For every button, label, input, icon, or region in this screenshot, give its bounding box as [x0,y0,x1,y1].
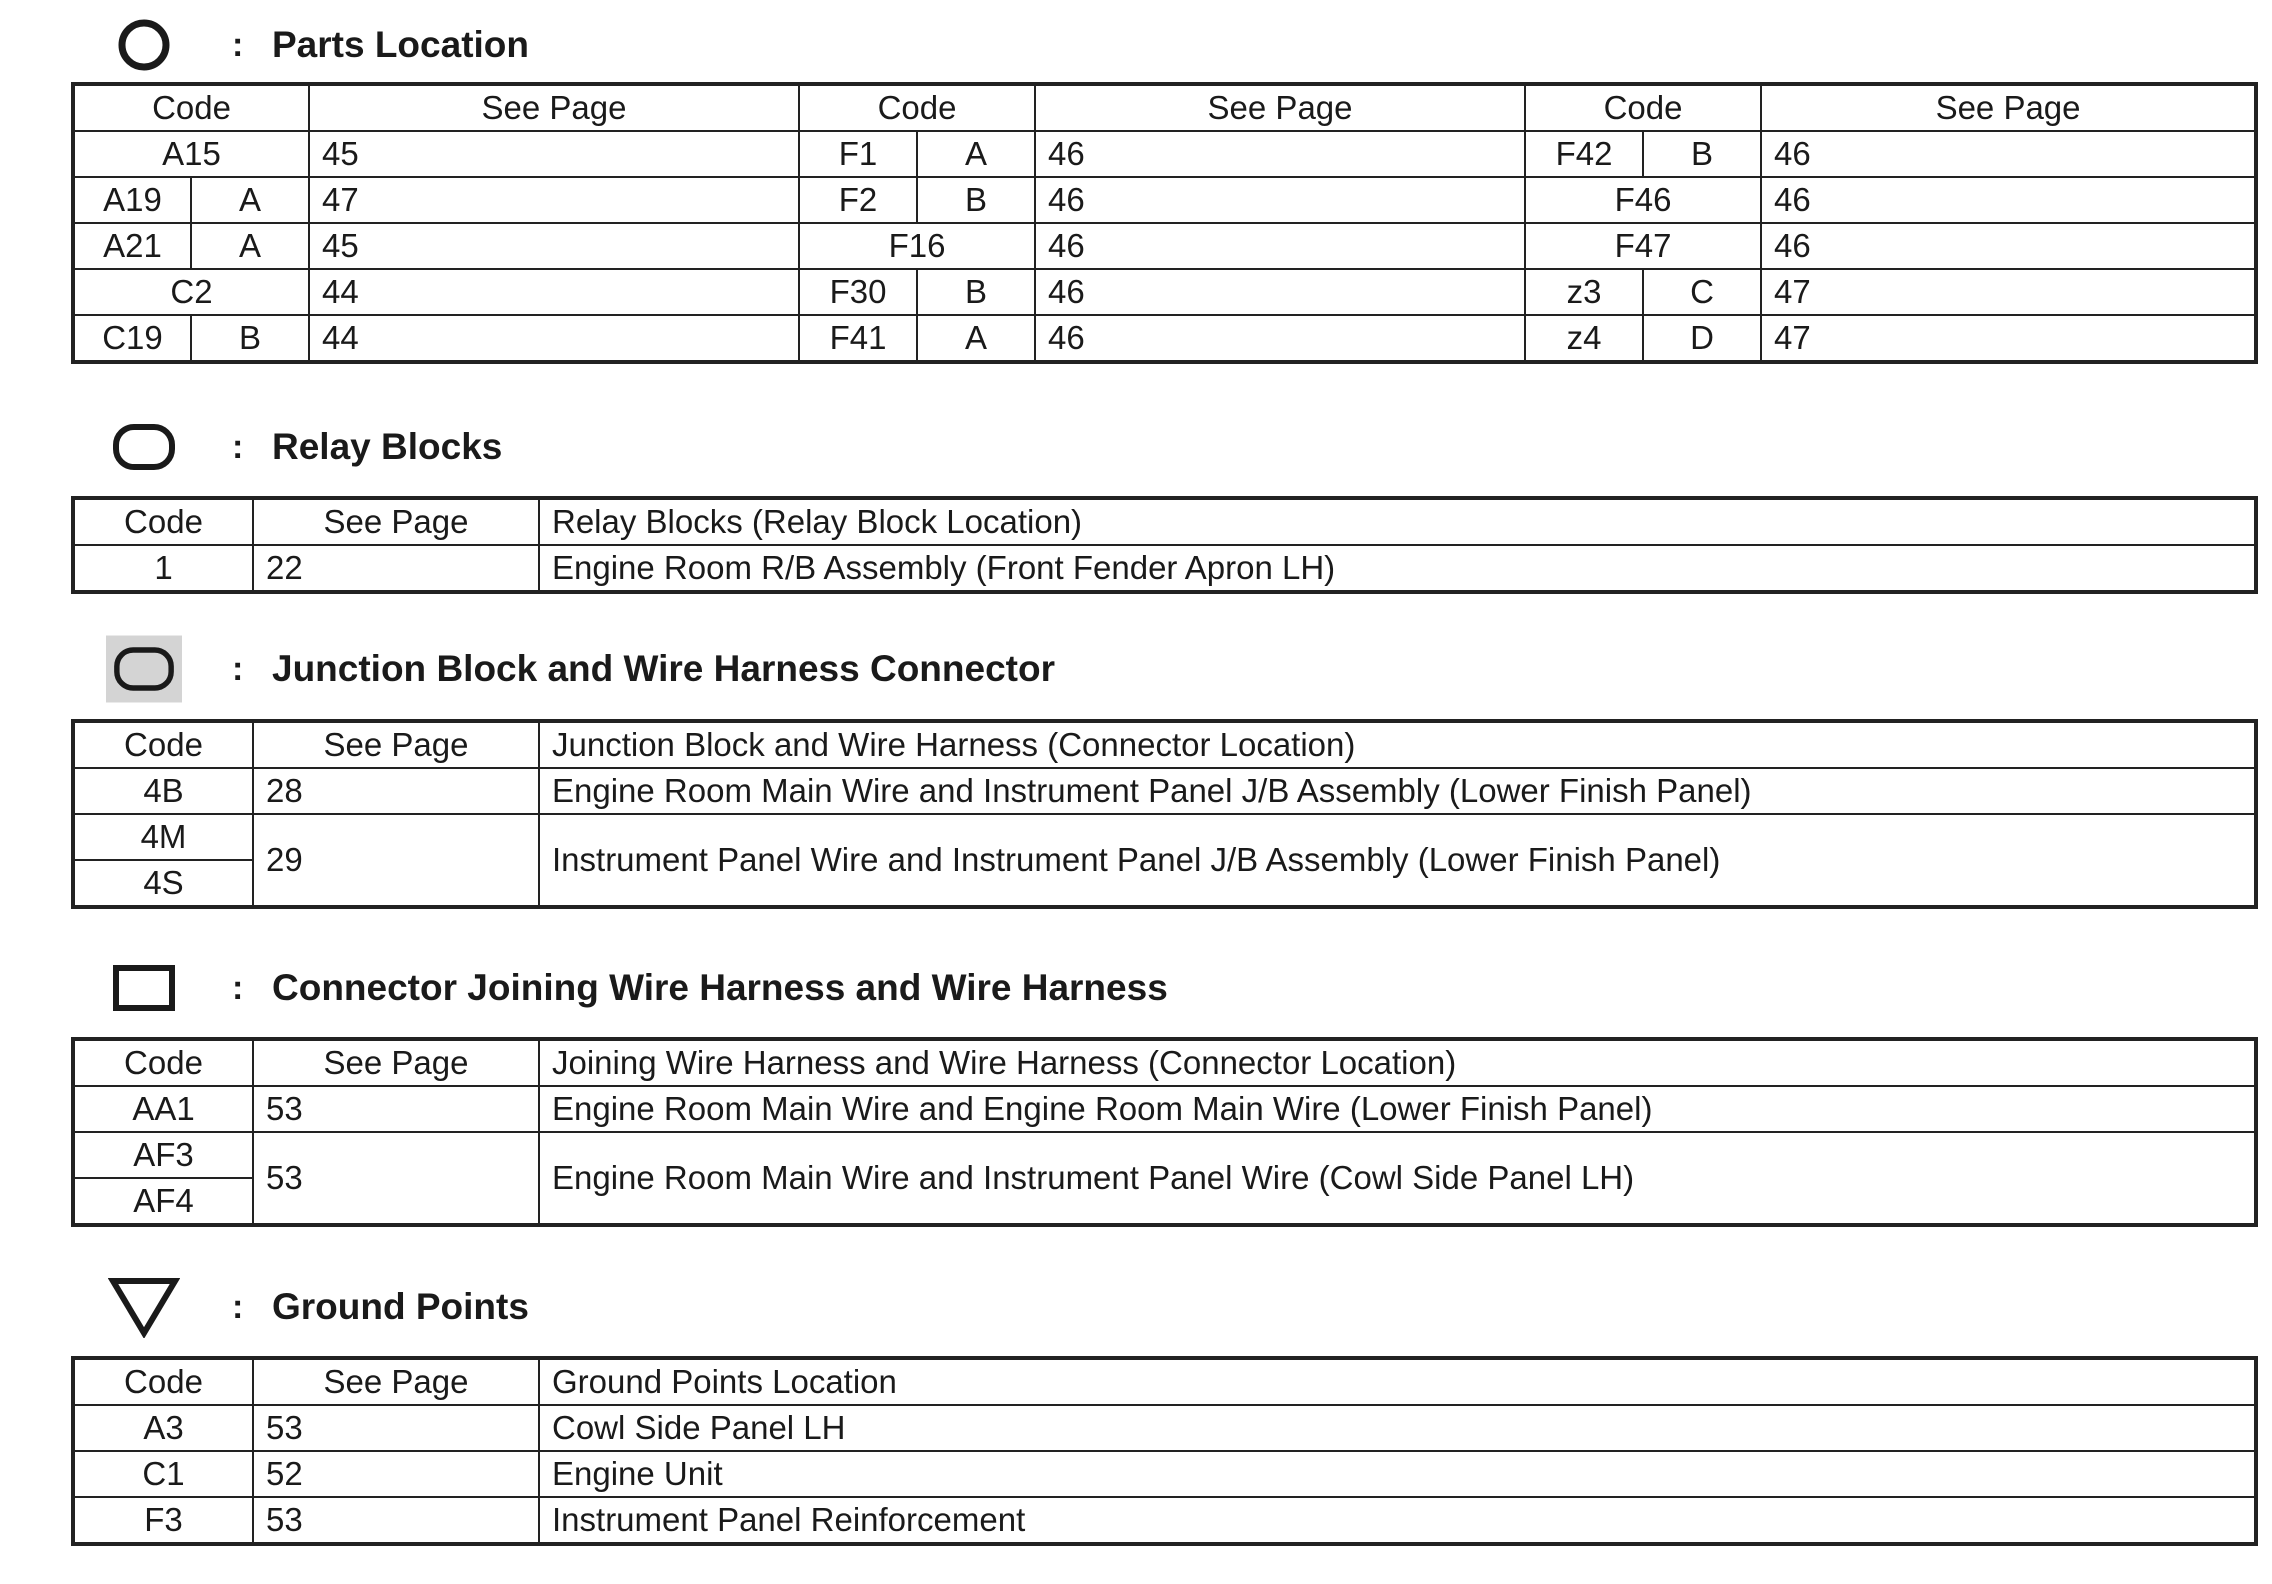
header-description: Relay Blocks (Relay Block Location) [539,498,2256,545]
page-cell: 53 [253,1086,539,1132]
junction-block-table [71,719,2258,909]
colon: : [232,25,244,64]
header-code: Code [73,1358,253,1405]
page-cell: 46 [1035,223,1525,269]
colon: : [232,1287,244,1326]
code-cell: F3 [73,1497,253,1544]
rectangle-icon [106,953,182,1023]
relay-blocks-table [71,496,2258,594]
code-cell: C2 [73,269,309,315]
connector-table [71,1037,2258,1227]
description-cell: Engine Room R/B Assembly (Front Fender Apron LH) [539,545,2256,592]
sub-code-cell: A [191,223,309,269]
table-row [73,269,2256,315]
description-cell: Engine Unit [539,1451,2256,1497]
table-row [73,1132,2256,1178]
header-description: Joining Wire Harness and Wire Harness (Connector Location) [539,1039,2256,1086]
code-cell: AF3 [73,1132,253,1178]
code-cell: F2 [799,177,917,223]
code-cell: z4 [1525,315,1643,362]
shaded-rounded-rectangle-icon [106,634,182,704]
sub-code-cell: B [917,269,1035,315]
page-cell: 52 [253,1451,539,1497]
page-cell: 53 [253,1405,539,1451]
header-see-page: See Page [253,498,539,545]
header-see-page: See Page [253,1358,539,1405]
page-cell: 45 [309,131,799,177]
header-see-page: See Page [253,1039,539,1086]
table-row [73,315,2256,362]
page-cell: 44 [309,269,799,315]
header-code: Code [73,84,309,131]
page-cell: 53 [253,1497,539,1544]
table-row [73,223,2256,269]
header-see-page: See Page [309,84,799,131]
header-code: Code [1525,84,1761,131]
page-cell: 47 [1761,315,2256,362]
header-description: Junction Block and Wire Harness (Connector Location) [539,721,2256,768]
header-code: Code [799,84,1035,131]
relay-blocks-heading [106,412,502,482]
page-cell: 46 [1035,131,1525,177]
table-row [73,814,2256,860]
colon: : [232,649,244,688]
table-row [73,131,2256,177]
table-row [73,1086,2256,1132]
rounded-rectangle-icon [106,412,182,482]
table-header-row [73,1358,2256,1405]
code-cell: 1 [73,545,253,592]
sub-code-cell: B [191,315,309,362]
section-title: Ground Points [272,1286,529,1327]
table-header-row [73,498,2256,545]
header-see-page: See Page [253,721,539,768]
section-title: Relay Blocks [272,426,503,467]
page-cell: 47 [1761,269,2256,315]
table-header-row [73,84,2256,131]
sub-code-cell: B [1643,131,1761,177]
code-cell: A3 [73,1405,253,1451]
code-cell: A15 [73,131,309,177]
code-cell: 4B [73,768,253,814]
code-cell: z3 [1525,269,1643,315]
code-cell: AA1 [73,1086,253,1132]
description-cell: Engine Room Main Wire and Instrument Panel Wire (Cowl Side Panel LH) [539,1132,2256,1225]
sub-code-cell: B [917,177,1035,223]
table-row [73,1405,2256,1451]
connector-heading [106,953,1168,1023]
code-cell: AF4 [73,1178,253,1225]
circle-icon [106,10,182,80]
section-title: Connector Joining Wire Harness and Wire Harness [272,967,1168,1008]
section-title: Junction Block and Wire Harness Connector [272,648,1055,689]
page-cell: 46 [1035,315,1525,362]
description-cell: Engine Room Main Wire and Instrument Panel J/B Assembly (Lower Finish Panel) [539,768,2256,814]
page-cell: 46 [1761,223,2256,269]
junction-block-heading [106,634,1055,704]
parts-location-table [71,82,2258,364]
sub-code-cell: A [917,131,1035,177]
code-cell: F46 [1525,177,1761,223]
table-row [73,177,2256,223]
table-row [73,545,2256,592]
page-cell: 46 [1761,177,2256,223]
sub-code-cell: C [1643,269,1761,315]
code-cell: F47 [1525,223,1761,269]
colon: : [232,427,244,466]
sub-code-cell: D [1643,315,1761,362]
section-title: Parts Location [272,24,529,65]
description-cell: Cowl Side Panel LH [539,1405,2256,1451]
code-cell: C19 [73,315,191,362]
header-see-page: See Page [1761,84,2256,131]
triangle-down-icon [106,1272,182,1342]
header-code: Code [73,721,253,768]
sub-code-cell: A [191,177,309,223]
code-cell: C1 [73,1451,253,1497]
sub-code-cell: A [917,315,1035,362]
page-cell: 29 [253,814,539,907]
description-cell: Engine Room Main Wire and Engine Room Main Wire (Lower Finish Panel) [539,1086,2256,1132]
table-header-row [73,721,2256,768]
code-cell: F41 [799,315,917,362]
ground-points-heading [106,1272,529,1342]
table-row [73,1497,2256,1544]
header-description: Ground Points Location [539,1358,2256,1405]
table-row [73,1451,2256,1497]
page-cell: 53 [253,1132,539,1225]
code-cell: F16 [799,223,1035,269]
code-cell: F1 [799,131,917,177]
colon: : [232,968,244,1007]
code-cell: A21 [73,223,191,269]
page-cell: 45 [309,223,799,269]
description-cell: Instrument Panel Reinforcement [539,1497,2256,1544]
page-cell: 22 [253,545,539,592]
header-code: Code [73,1039,253,1086]
page-cell: 46 [1035,269,1525,315]
header-see-page: See Page [1035,84,1525,131]
code-cell: 4S [73,860,253,907]
header-code: Code [73,498,253,545]
description-cell: Instrument Panel Wire and Instrument Panel J/B Assembly (Lower Finish Panel) [539,814,2256,907]
table-row [73,768,2256,814]
page-cell: 46 [1035,177,1525,223]
ground-points-table [71,1356,2258,1546]
page-cell: 47 [309,177,799,223]
page-cell: 46 [1761,131,2256,177]
page-cell: 44 [309,315,799,362]
page-cell: 28 [253,768,539,814]
code-cell: 4M [73,814,253,860]
code-cell: F30 [799,269,917,315]
table-header-row [73,1039,2256,1086]
code-cell: A19 [73,177,191,223]
code-cell: F42 [1525,131,1643,177]
parts-location-heading [106,10,529,80]
